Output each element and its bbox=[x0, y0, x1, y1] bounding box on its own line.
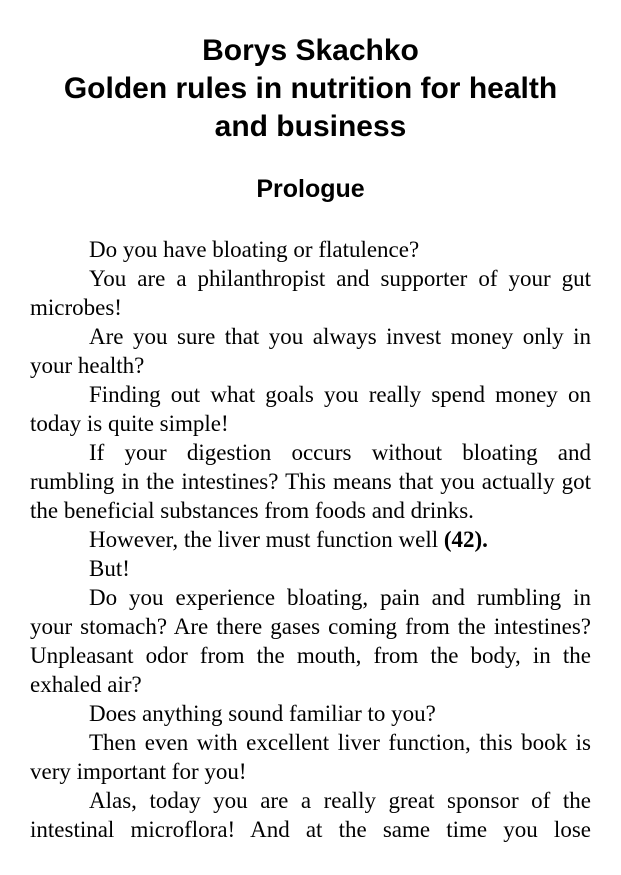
paragraph: Alas, today you are a really great sponsor of the intestinal microflora! And at the same time you lose bbox=[30, 788, 591, 842]
paragraph: If your digestion occurs without bloating and rumbling in the intestines? This means that you actually got the beneficial substances from foods and drinks. bbox=[30, 440, 591, 523]
reference-number: (42). bbox=[443, 527, 488, 552]
paragraph: Finding out what goals you really spend money on today is quite simple! bbox=[30, 382, 591, 436]
body-text bbox=[30, 235, 591, 844]
paragraph-text: However, the liver must function well bbox=[89, 527, 439, 552]
paragraph bbox=[30, 525, 591, 554]
paragraph: Are you sure that you always invest money only in your health? bbox=[30, 324, 591, 378]
paragraph: You are a philanthropist and supporter of your gut microbes! bbox=[30, 266, 591, 320]
author-name: Borys Skachko bbox=[202, 34, 419, 67]
paragraph: Does anything sound familiar to you? bbox=[89, 701, 436, 726]
paragraph: Do you have bloating or flatulence? bbox=[89, 237, 420, 262]
book-title-line-2: and business bbox=[214, 110, 407, 143]
document-title bbox=[0, 32, 621, 146]
paragraph: Do you experience bloating, pain and rumbling in your stomach? Are there gases coming from the intestines? Unpleasant odor from the mouth, from the body, in the exhaled air? bbox=[30, 585, 591, 697]
paragraph: Then even with excellent liver function, this book is very important for you! bbox=[30, 730, 591, 784]
section-heading: Prologue bbox=[256, 175, 365, 203]
paragraph: But! bbox=[89, 556, 130, 581]
book-title-line-1: Golden rules in nutrition for health bbox=[63, 72, 558, 105]
